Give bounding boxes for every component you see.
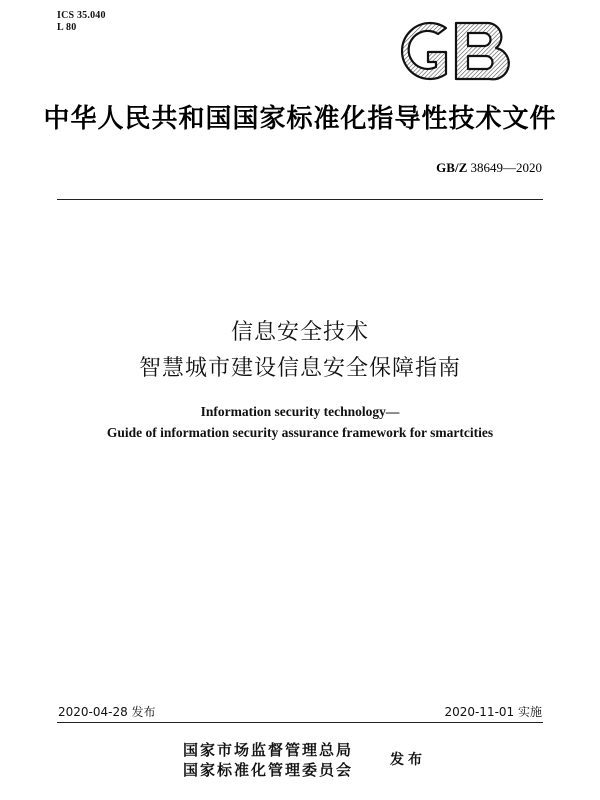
publish-action: 发布 (390, 752, 426, 768)
chinese-title-line1: 信息安全技术 (230, 320, 369, 345)
publisher-line1: 国家市场监督管理总局 (183, 741, 354, 759)
english-title-line1: Information security technology— (200, 404, 400, 419)
ics-code: ICS 35.040 (57, 10, 106, 21)
standard-prefix: GB/Z (436, 160, 468, 175)
top-divider (57, 199, 543, 200)
publishers (183, 740, 353, 780)
issue-date: 2020-04-28 发布 (58, 705, 156, 719)
publisher-line2: 国家标准化管理委员会 (183, 761, 354, 779)
implementation-date: 2020-11-01 实施 (444, 705, 542, 719)
standard-code: 38649—2020 (470, 160, 542, 175)
english-title-line2: Guide of information security assurance framework for smartcities (106, 425, 494, 440)
bottom-divider (57, 722, 543, 723)
issuing-authority-title: 中华人民共和国国家标准化指导性技术文件 (43, 104, 557, 134)
ccs-code: L 80 (57, 22, 77, 33)
gb-logo-icon (388, 12, 516, 90)
standard-number (436, 160, 542, 176)
chinese-title-line2: 智慧城市建设信息安全保障指南 (138, 356, 461, 381)
classification-codes (57, 10, 106, 34)
